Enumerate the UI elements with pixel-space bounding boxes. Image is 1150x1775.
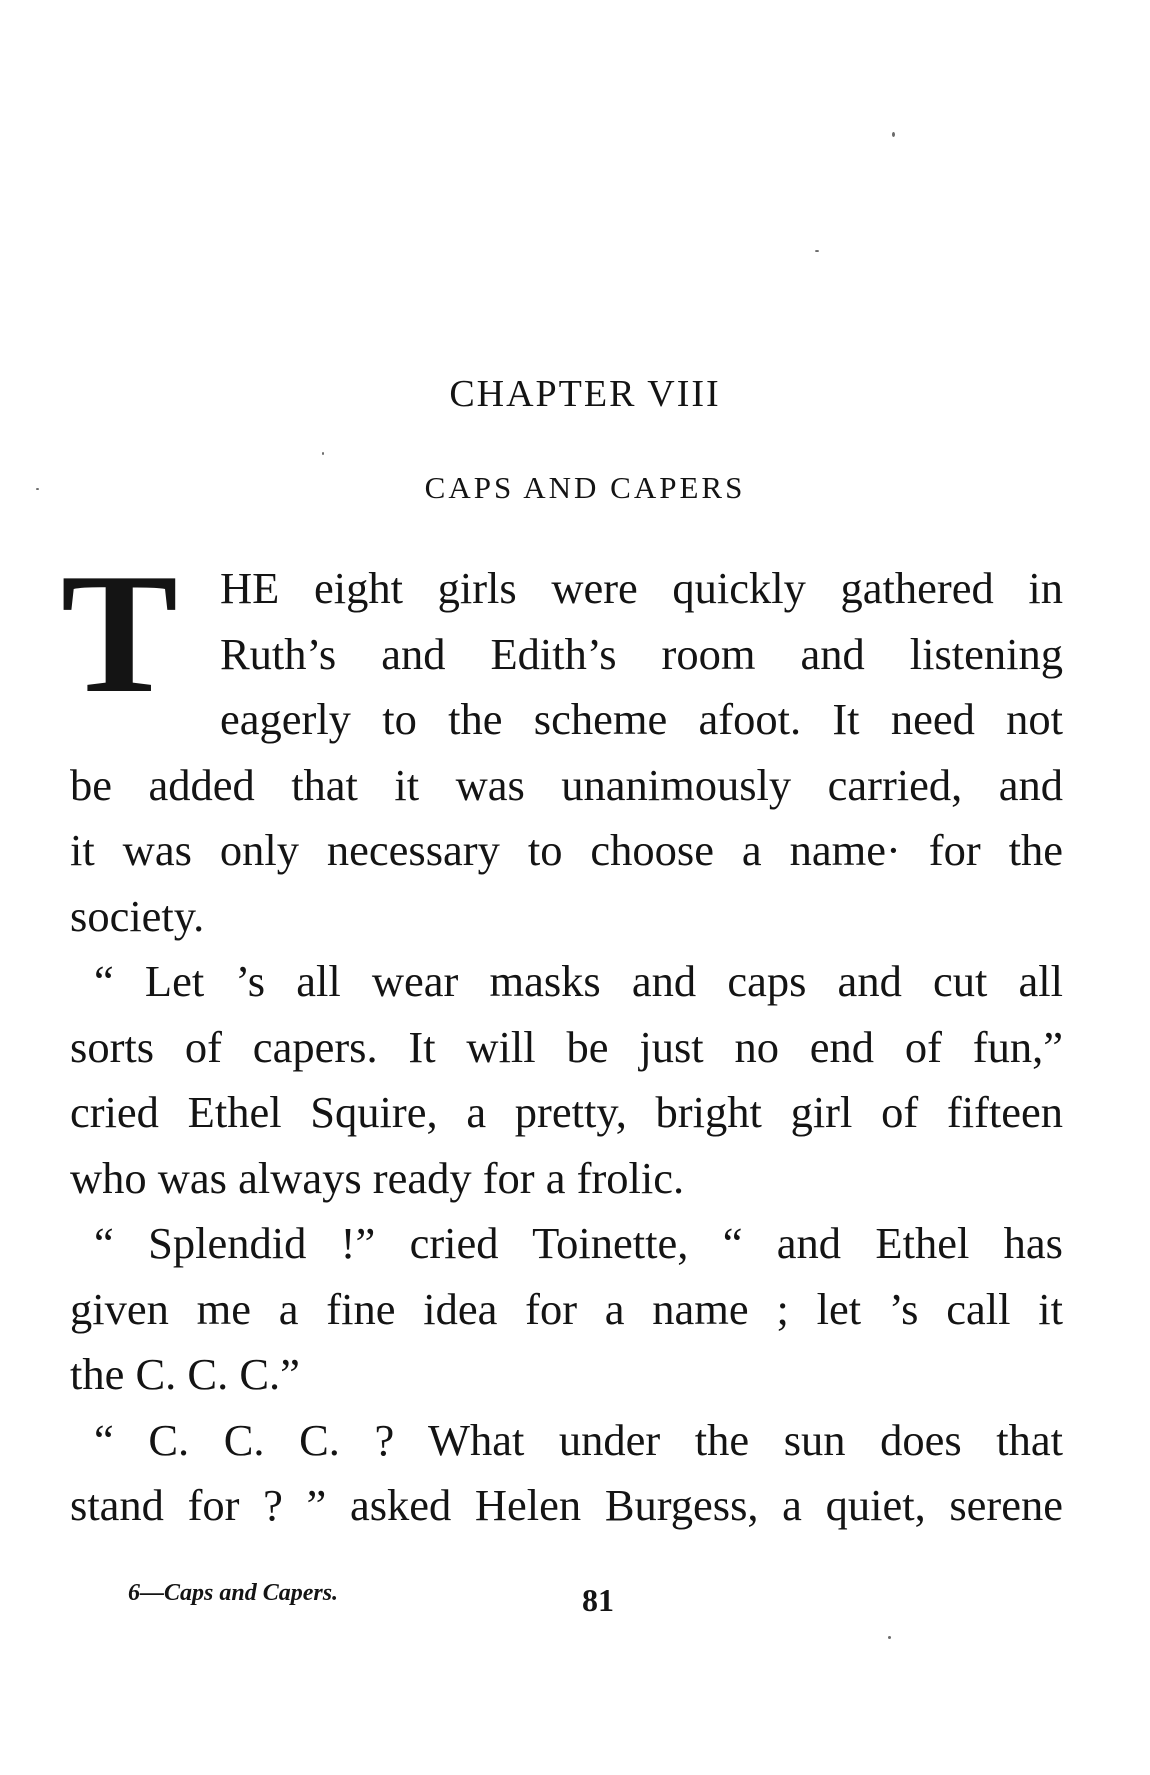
text-line: “ Let ’s all wear masks and caps and cut all <box>94 956 1063 1006</box>
text-line: “ C. C. C. ? What under the sun does that <box>94 1414 1063 1465</box>
text-line: the C. C. C.” <box>70 1349 300 1399</box>
text-line: sorts of capers. It will be just no end of fun,” <box>70 1021 1063 1072</box>
text-line: Ruth’s and Edith’s room and listening <box>220 628 1063 679</box>
paper-speck <box>815 250 819 252</box>
text-line: cried Ethel Squire, a pretty, bright girl of fifteen <box>70 1087 1063 1137</box>
text-line: it was only necessary to choose a name· for the <box>70 825 1063 875</box>
page-number: 81 <box>582 1582 614 1618</box>
text-line: society. <box>70 890 205 941</box>
text-line: eagerly to the scheme afoot. It need not <box>220 694 1063 744</box>
paper-speck <box>322 452 324 455</box>
text-line: stand for ? ” asked Helen Burgess, a quiet, serene <box>70 1480 1063 1530</box>
chapter-number: CHAPTER VIII <box>449 373 721 415</box>
drop-cap-letter: T <box>60 539 178 729</box>
text-line: “ Splendid !” cried Toinette, “ and Ethel has <box>94 1218 1063 1268</box>
text-line: HE eight girls were quickly gathered in <box>220 563 1063 613</box>
paper-speck <box>36 488 39 490</box>
paper-speck <box>888 1636 891 1639</box>
chapter-title: CAPS AND CAPERS <box>424 470 746 505</box>
printer-signature-mark: 6—Caps and Capers. <box>128 1580 339 1606</box>
text-line: who was always ready for a frolic. <box>70 1152 685 1203</box>
paper-speck <box>892 132 895 137</box>
text-line: be added that it was unanimously carried, and <box>70 759 1063 810</box>
text-line: given me a fine idea for a name ; let ’s call it <box>70 1283 1063 1334</box>
chapter-body-text <box>70 556 1063 1539</box>
